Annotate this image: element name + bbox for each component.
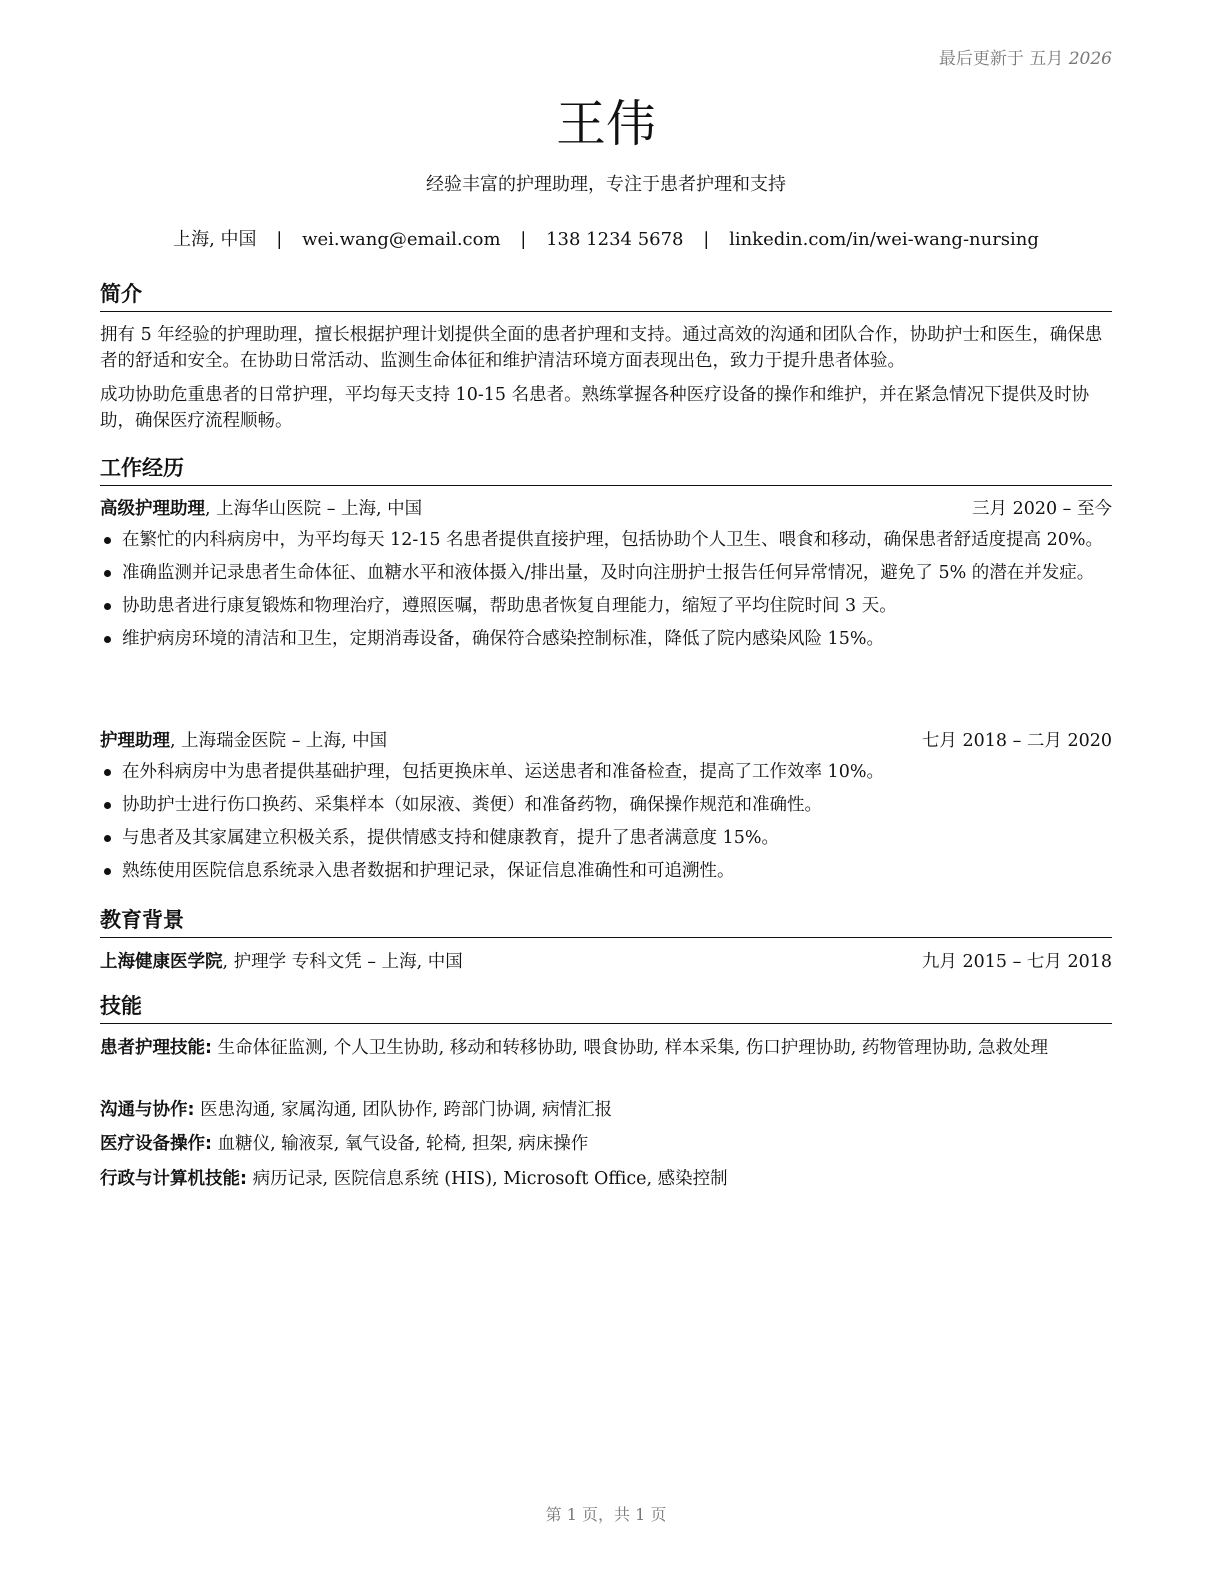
tagline: 经验丰富的护理助理，专注于患者护理和支持 — [426, 174, 786, 195]
skill-label: 沟通与协作: — [100, 1100, 195, 1120]
education-entry — [100, 949, 1112, 975]
skill-value: 病历记录, 医院信息系统 (HIS), Microsoft Office, 感染控制 — [247, 1169, 728, 1189]
summary-paragraph: 拥有 5 年经验的护理助理，擅长根据护理计划提供全面的患者护理和支持。通过高效的沟通和团队合作，协助护士和医生，确保患者的舒适和安全。在协助日常活动、监测生命体征和维护清洁环境方面表现出色，致力于提升患者体验。 — [100, 325, 1103, 371]
section-title-skills: 技能 — [100, 990, 1112, 1024]
education-dates: 九月 2015 – 七月 2018 — [921, 952, 1112, 972]
job-title: 护理助理 — [100, 731, 170, 751]
job-dates: 三月 2020 – 至今 — [972, 499, 1112, 519]
summary-paragraph: 成功协助危重患者的日常护理，平均每天支持 10-15 名患者。熟练掌握各种医疗设备的操作和维护，并在紧急情况下提供及时协助，确保医疗流程顺畅。 — [100, 385, 1090, 431]
bullet-dot-icon — [104, 537, 111, 544]
skill-label: 行政与计算机技能: — [100, 1169, 247, 1189]
bullet-item: 准确监测并记录患者生命体征、血糖水平和液体摄入/排出量，及时向注册护士报告任何异常情况，避免了 5% 的潜在并发症。 — [100, 560, 1112, 586]
bullet-dot-icon — [104, 802, 111, 809]
job-organization: , 上海华山医院 – 上海, 中国 — [205, 499, 423, 519]
bullet-item: 维护病房环境的清洁和卫生，定期消毒设备，确保符合感染控制标准，降低了院内感染风险 15%。 — [100, 626, 1112, 652]
skill-value: 血糖仪, 输液泵, 氧气设备, 轮椅, 担架, 病床操作 — [212, 1134, 589, 1154]
contact-line — [100, 225, 1112, 251]
bullet-dot-icon — [104, 636, 111, 643]
last-updated-year: 2026 — [1068, 49, 1112, 69]
last-updated-label: 最后更新于 五月 — [938, 49, 1064, 69]
skill-label: 医疗设备操作: — [100, 1134, 212, 1154]
page-number: 第 1 页，共 1 页 — [545, 1505, 667, 1524]
section-title-summary: 简介 — [100, 278, 1112, 312]
job-bullets — [100, 759, 1112, 891]
skill-row — [100, 1131, 1112, 1157]
skill-row — [100, 1035, 1112, 1061]
contact-separator: | — [276, 229, 283, 250]
contact-linkedin-link[interactable]: linkedin.com/in/wei-wang-nursing — [729, 229, 1039, 250]
contact-location: 上海, 中国 — [173, 229, 257, 250]
job-title: 高级护理助理 — [100, 499, 205, 519]
contact-phone: 138 1234 5678 — [546, 229, 684, 250]
bullet-item: 与患者及其家属建立积极关系，提供情感支持和健康教育，提升了患者满意度 15%。 — [100, 825, 1112, 851]
bullet-item: 熟练使用医院信息系统录入患者数据和护理记录，保证信息准确性和可追溯性。 — [100, 858, 1112, 884]
contact-separator: | — [520, 229, 527, 250]
bullet-dot-icon — [104, 835, 111, 842]
last-updated — [939, 44, 1112, 69]
job-bullets — [100, 527, 1112, 659]
skill-row — [100, 1097, 1112, 1123]
bullet-dot-icon — [104, 769, 111, 776]
section-title-education: 教育背景 — [100, 904, 1112, 938]
skill-label: 患者护理技能: — [100, 1038, 212, 1058]
bullet-item: 在繁忙的内科病房中，为平均每天 12-15 名患者提供直接护理，包括协助个人卫生、喂食和移动，确保患者舒适度提高 20%。 — [100, 527, 1112, 553]
skill-value: 生命体征监测, 个人卫生协助, 移动和转移协助, 喂食协助, 样本采集, 伤口护理协助, 药物管理协助, 急救处理 — [212, 1038, 1048, 1058]
school-name: 上海健康医学院 — [100, 952, 223, 972]
job-header — [100, 728, 1112, 754]
skill-value: 医患沟通, 家属沟通, 团队协作, 跨部门协调, 病情汇报 — [194, 1100, 613, 1120]
skill-row — [100, 1166, 1112, 1192]
bullet-dot-icon — [104, 570, 111, 577]
section-title-experience: 工作经历 — [100, 452, 1112, 486]
job-dates: 七月 2018 – 二月 2020 — [921, 731, 1112, 751]
contact-separator: | — [703, 229, 710, 250]
bullet-dot-icon — [104, 603, 111, 610]
bullet-item: 协助护士进行伤口换药、采集样本（如尿液、粪便）和准备药物，确保操作规范和准确性。 — [100, 792, 1112, 818]
bullet-item: 协助患者进行康复锻炼和物理治疗，遵照医嘱，帮助患者恢复自理能力，缩短了平均住院时间 3 天。 — [100, 593, 1112, 619]
candidate-name: 王伟 — [556, 95, 656, 153]
job-header — [100, 496, 1112, 522]
job-organization: , 上海瑞金医院 – 上海, 中国 — [170, 731, 388, 751]
contact-email-link[interactable]: wei.wang@email.com — [302, 229, 501, 250]
bullet-dot-icon — [104, 868, 111, 875]
bullet-item: 在外科病房中为患者提供基础护理，包括更换床单、运送患者和准备检查，提高了工作效率 10%。 — [100, 759, 1112, 785]
education-detail: , 护理学 专科文凭 – 上海, 中国 — [222, 952, 463, 972]
